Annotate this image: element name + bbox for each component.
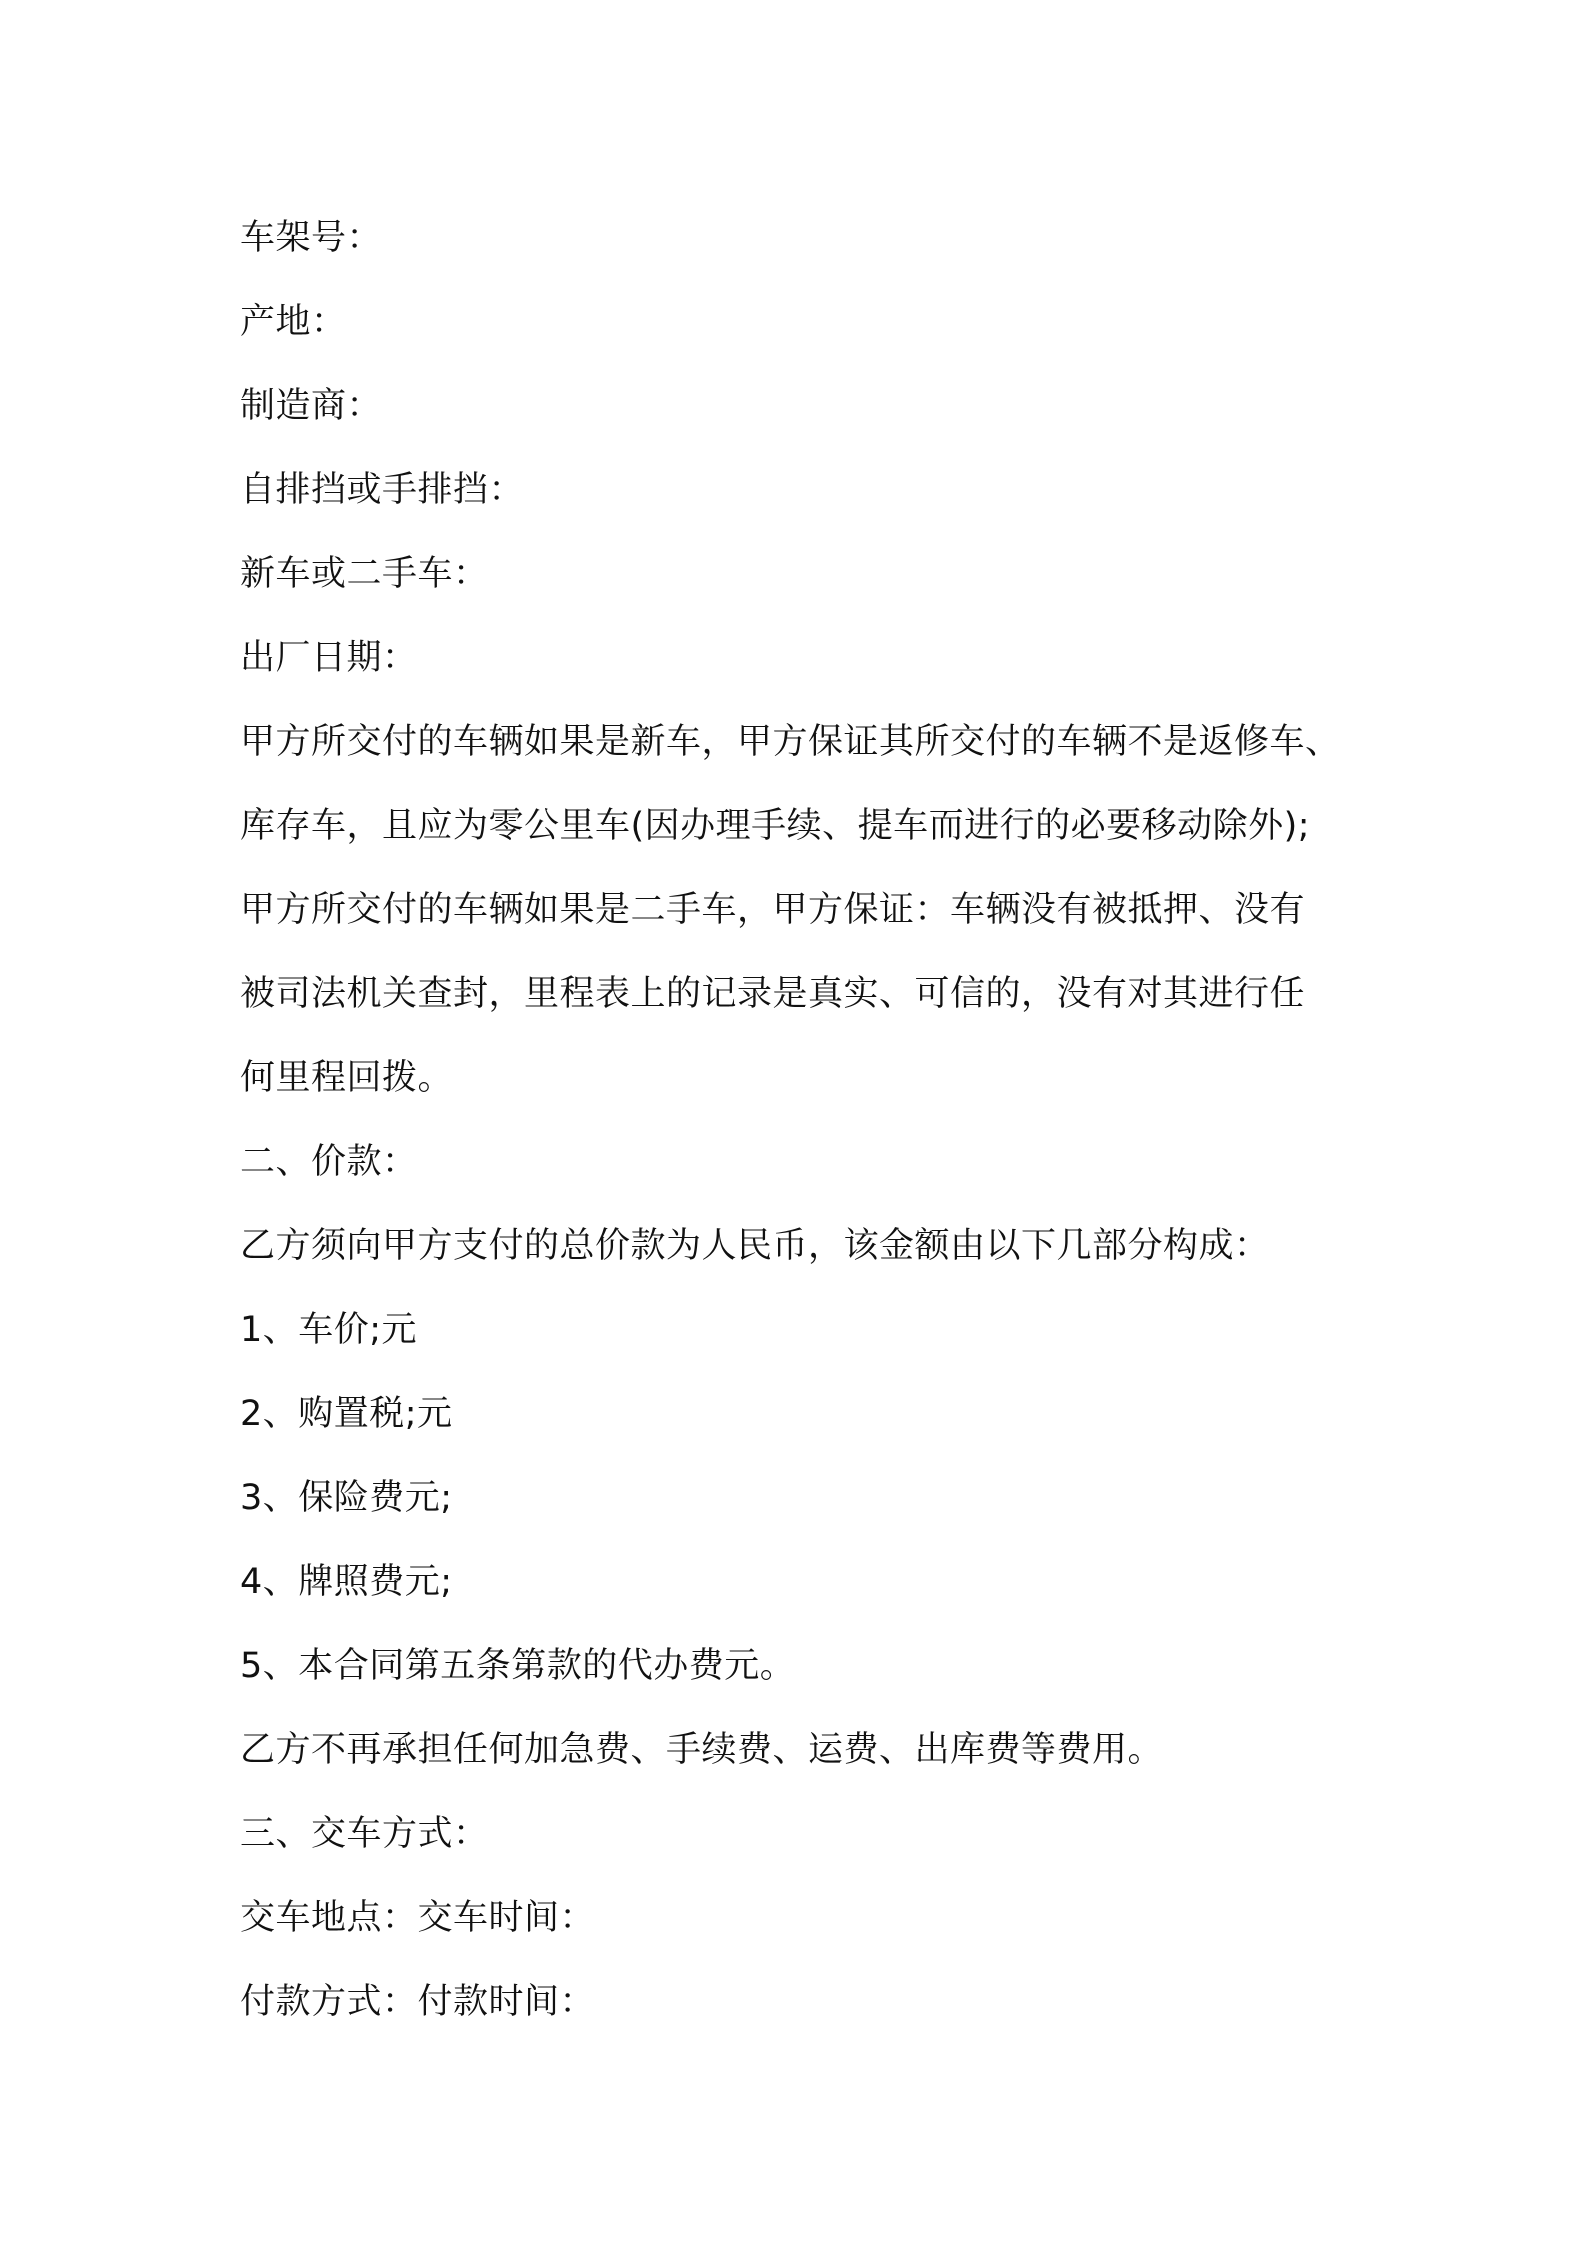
field-payment-method-time: 付款方式：付款时间： [240,1982,596,2022]
field-new-or-used: 新车或二手车： [240,554,489,594]
paragraph-line: 乙方不再承担任何加急费、手续费、运费、出库费等费用。 [240,1730,1164,1770]
paragraph-line: 库存车，且应为零公里车(因办理手续、提车而进行的必要移动除外); [240,806,1311,846]
paragraph-line: 甲方所交付的车辆如果是二手车，甲方保证：车辆没有被抵押、没有 [240,890,1306,930]
paragraph-line: 被司法机关查封，里程表上的记录是真实、可信的，没有对其进行任 [240,974,1306,1014]
field-manufacturer: 制造商： [240,386,383,426]
field-vin: 车架号： [240,218,383,258]
field-transmission: 自排挡或手排挡： [240,470,525,510]
list-item: 2、购置税;元 [240,1394,453,1434]
section-heading-delivery: 三、交车方式： [240,1814,489,1854]
field-origin: 产地： [240,302,347,342]
list-item: 5、本合同第五条第款的代办费元。 [240,1646,796,1686]
list-item: 1、车价;元 [240,1310,418,1350]
paragraph-line: 甲方所交付的车辆如果是新车，甲方保证其所交付的车辆不是返修车、 [240,722,1341,762]
paragraph-line: 何里程回拨。 [240,1058,454,1098]
field-manufacture-date: 出厂日期： [240,638,418,678]
paragraph-line: 乙方须向甲方支付的总价款为人民币，该金额由以下几部分构成： [240,1226,1270,1266]
list-item: 3、保险费元; [240,1478,453,1518]
section-heading-price: 二、价款： [240,1142,418,1182]
list-item: 4、牌照费元; [240,1562,453,1602]
field-delivery-place-time: 交车地点：交车时间： [240,1898,596,1938]
document-body [240,196,1420,2044]
